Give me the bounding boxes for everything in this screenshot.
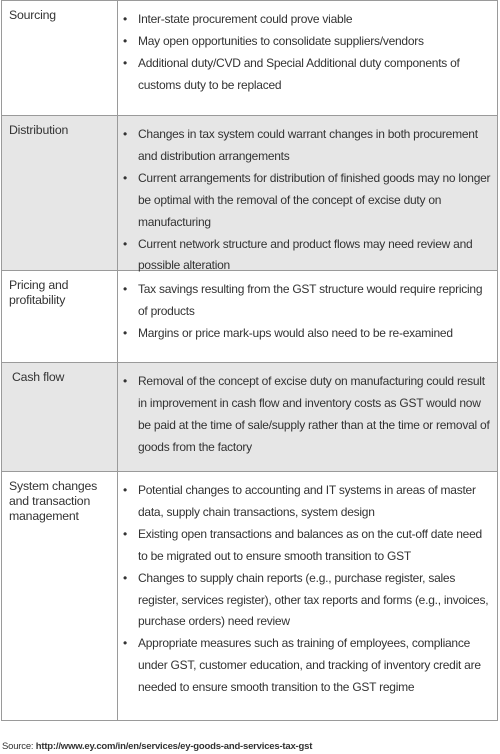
bullet-icon: • xyxy=(123,636,127,651)
list-item: • Current arrangements for distribution of finished goods may no longer be optimal with the removal of the concept of excise duty on manufacturing xyxy=(118,168,491,234)
bullet-icon: • xyxy=(123,127,127,141)
list-item: • Existing open transactions and balances as on the cut-off date need to be migrated out to ensure smooth transition to GST xyxy=(118,524,491,568)
table-row-distribution xyxy=(2,116,497,271)
bullet-icon: • xyxy=(123,526,127,541)
row-content xyxy=(118,116,497,273)
bullet-icon: • xyxy=(123,570,127,585)
bullet-icon: • xyxy=(123,282,127,296)
list-item: • May open opportunities to consolidate suppliers/vendors xyxy=(118,31,491,53)
row-content xyxy=(118,271,497,362)
table-row-sourcing xyxy=(2,1,497,116)
list-item: • Changes to supply chain reports (e.g., purchase register, sales register, services register), other tax reports and forms (e.g., invoices, purchase orders) need review xyxy=(118,568,491,634)
gst-impact-table xyxy=(1,0,498,721)
list-item: • Tax savings resulting from the GST structure would require repricing of products xyxy=(118,279,491,323)
list-item: • Margins or price mark-ups would also need to be re-examined xyxy=(118,323,491,345)
row-label: Distribution xyxy=(2,116,118,270)
bullet-icon: • xyxy=(123,12,127,26)
bullet-icon: • xyxy=(123,236,127,251)
list-item: • Current network structure and product flows may need review and possible alteration xyxy=(118,234,491,278)
bullet-icon: • xyxy=(123,325,127,340)
list-item: • Appropriate measures such as training of employees, compliance under GST, customer education, and tracking of inventory credit are needed to ensure smooth transition to the GST regime xyxy=(118,633,491,699)
row-label: Pricing and profitability xyxy=(2,271,118,362)
row-label: Sourcing xyxy=(2,1,118,115)
table-row-system-changes xyxy=(2,472,497,720)
table-row-pricing xyxy=(2,271,497,363)
list-item: • Additional duty/CVD and Special Additional duty components of customs duty to be replaced xyxy=(118,53,491,97)
bullet-icon: • xyxy=(123,483,127,497)
list-item: • Removal of the concept of excise duty on manufacturing could result in improvement in cash flow and inventory costs as GST would now be paid at the time of sale/supply rather than at the time or removal of goods from the factory xyxy=(118,371,491,459)
source-note xyxy=(2,741,312,752)
bullet-icon: • xyxy=(123,33,127,48)
row-content xyxy=(118,472,497,720)
row-content xyxy=(118,363,497,471)
list-item: • Changes in tax system could warrant changes in both procurement and distribution arrangements xyxy=(118,124,491,168)
table-row-cash-flow xyxy=(2,363,497,472)
list-item: • Inter-state procurement could prove viable xyxy=(118,9,491,31)
bullet-icon: • xyxy=(123,170,127,185)
row-content xyxy=(118,1,497,115)
bullet-icon: • xyxy=(123,55,127,70)
source-link[interactable]: http://www.ey.com/in/en/services/ey-goods-and-services-tax-gst xyxy=(35,741,313,752)
list-item: • Potential changes to accounting and IT systems in areas of master data, supply chain transactions, system design xyxy=(118,480,491,524)
source-prefix: Source: xyxy=(2,741,36,752)
bullet-icon: • xyxy=(123,374,127,388)
row-label: Cash flow xyxy=(2,363,118,471)
row-label: System changes and transaction management xyxy=(2,472,118,720)
